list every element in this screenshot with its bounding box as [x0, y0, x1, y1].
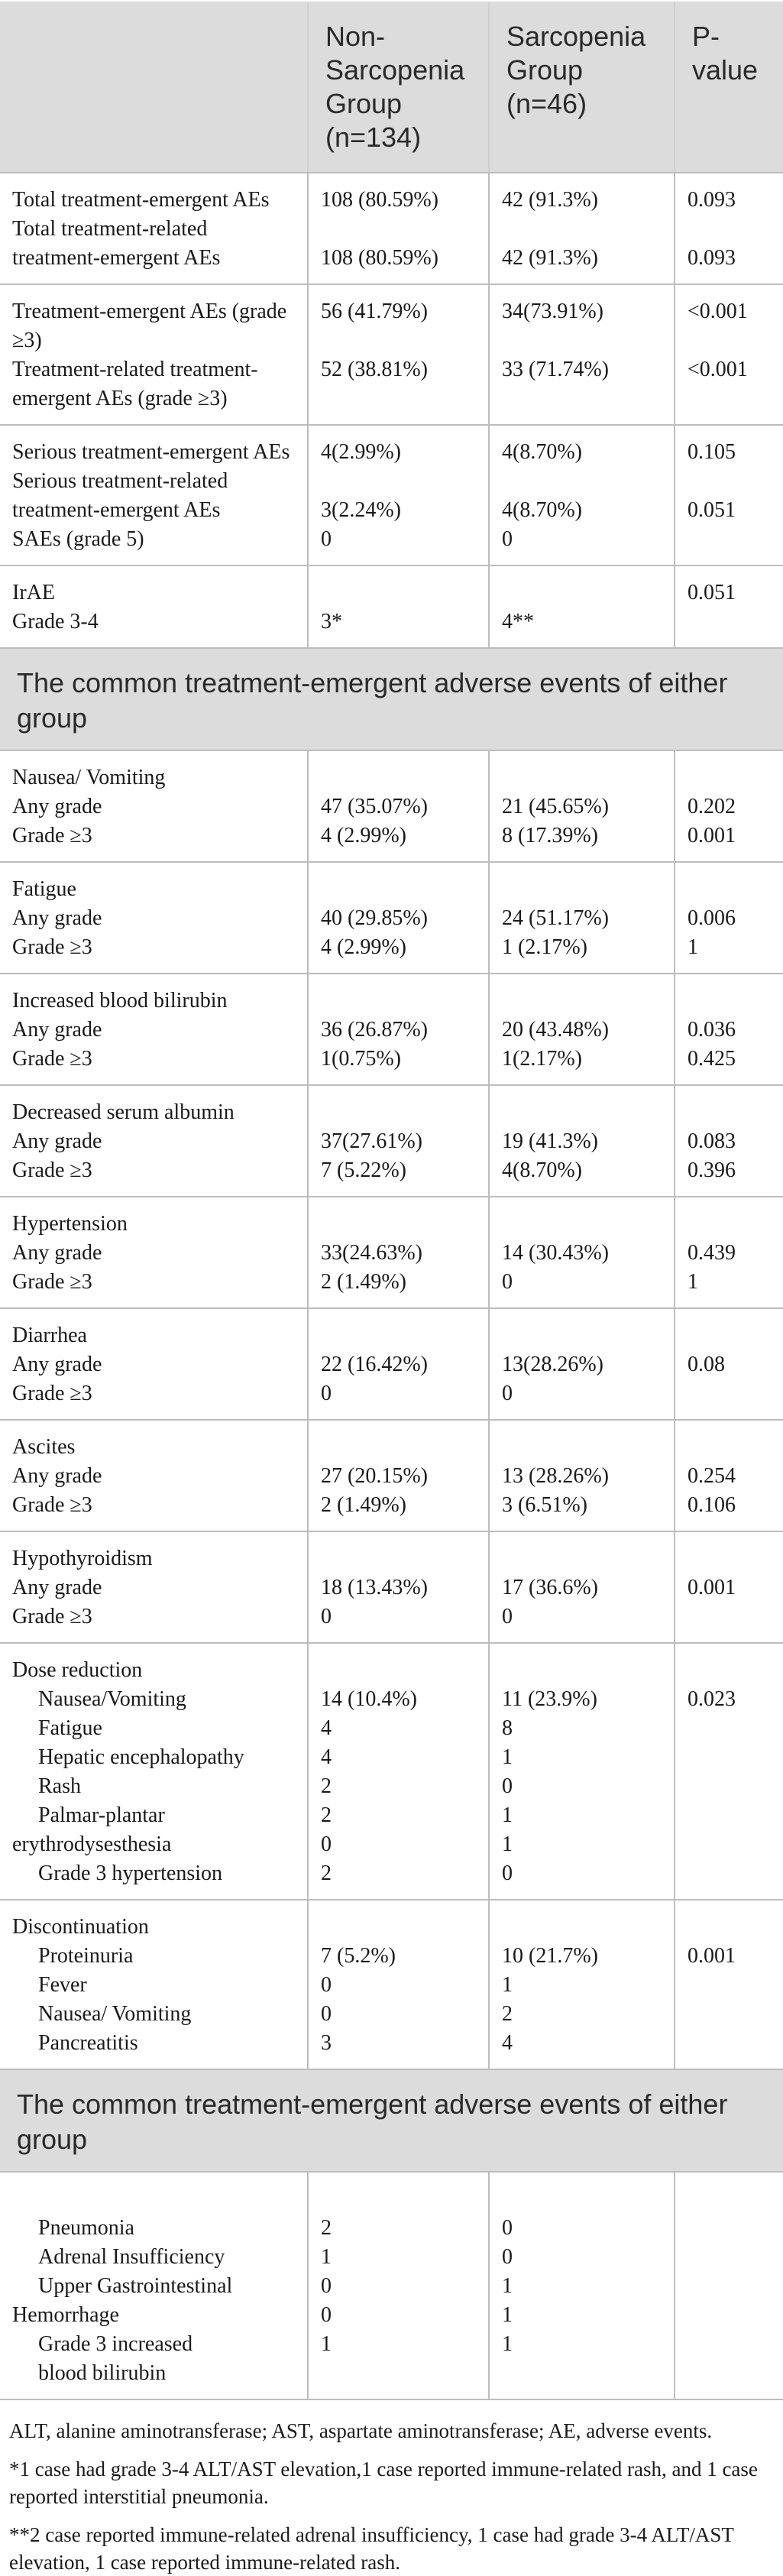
cell-value: <0.001 — [688, 358, 748, 381]
cell-value: 8 (17.39%) — [502, 824, 598, 847]
table-row — [0, 425, 783, 565]
cell-sarcopenia — [489, 565, 675, 648]
cell-sarcopenia — [489, 1308, 675, 1420]
section-header-row — [0, 648, 783, 750]
row-label: Nausea/ Vomiting — [38, 2002, 192, 2026]
table-row — [0, 1420, 783, 1531]
header-cell-sarcopenia: Sarcopenia Group (n=46) — [489, 2, 675, 173]
cell-value — [502, 1544, 663, 1573]
cell-value: 0 — [502, 527, 513, 551]
cell-value — [502, 2185, 663, 2214]
cell-value: 2 (1.49%) — [321, 1270, 406, 1294]
cell-value: 108 (80.59%) — [321, 246, 438, 270]
row-label: Any grade — [12, 1464, 102, 1488]
cell-value — [688, 1544, 772, 1573]
cell-value: 1(0.75%) — [321, 1047, 401, 1071]
cell-value: <0.001 — [688, 300, 748, 323]
cell-value: 13(28.26%) — [502, 1353, 603, 1376]
cell-value — [321, 215, 477, 244]
cell-value: 33 (71.74%) — [502, 358, 609, 381]
cell-sarcopenia — [489, 2172, 675, 2399]
cell-p-value — [675, 1420, 783, 1531]
cell-value: 0.083 — [688, 1129, 736, 1153]
cell-value: 4 (2.99%) — [321, 935, 406, 959]
cell-sarcopenia — [489, 862, 675, 974]
cell-value — [321, 1210, 477, 1239]
cell-value: 1 — [502, 2332, 513, 2356]
cell-p-value — [675, 862, 783, 974]
cell-value: 2 — [321, 1774, 332, 1798]
row-label: Grade ≥3 — [12, 1605, 92, 1628]
cell-value: 0.105 — [688, 440, 736, 464]
cell-non-sarcopenia — [308, 974, 489, 1085]
cell-value: 0 — [321, 2274, 332, 2298]
cell-sarcopenia — [489, 1531, 675, 1643]
row-label: Discontinuation — [12, 1915, 149, 1939]
cell-value: 108 (80.59%) — [321, 188, 438, 212]
cell-value: 0 — [321, 1973, 332, 1997]
cell-value: 42 (91.3%) — [502, 246, 598, 270]
cell-value: 0.202 — [688, 795, 736, 818]
cell-non-sarcopenia — [308, 2172, 489, 2399]
cell-value: 1 — [502, 2303, 513, 2327]
cell-value: 0 — [321, 1605, 332, 1628]
cell-p-value — [675, 1197, 783, 1308]
cell-value: 0.001 — [688, 1944, 736, 1968]
cell-label — [0, 1085, 308, 1197]
cell-value: 0.254 — [688, 1464, 736, 1488]
cell-value: 2 — [502, 2002, 513, 2026]
row-label: Grade ≥3 — [12, 935, 92, 959]
cell-label — [0, 2172, 308, 2399]
cell-value — [321, 763, 477, 792]
cell-value: 4(2.99%) — [321, 440, 401, 464]
cell-value — [321, 1098, 477, 1127]
table-footnotes — [0, 2417, 783, 2576]
cell-value: 2 — [321, 1862, 332, 1885]
cell-label — [0, 974, 308, 1085]
cell-label — [0, 1308, 308, 1420]
cell-value: 0 — [321, 2002, 332, 2026]
cell-value: 0 — [321, 1382, 332, 1405]
cell-value: 21 (45.65%) — [502, 795, 609, 818]
table-row — [0, 1085, 783, 1197]
cell-value: 1 — [321, 2245, 332, 2269]
cell-p-value — [675, 974, 783, 1085]
cell-value: 0.093 — [688, 246, 736, 270]
row-label: Hemorrhage — [12, 2303, 119, 2327]
row-label: Total treatment-related treatment-emergent AEs — [12, 217, 221, 270]
cell-value: 0.051 — [688, 498, 736, 522]
cell-non-sarcopenia — [308, 284, 489, 425]
cell-p-value — [675, 1643, 783, 1900]
cell-value: 4 (2.99%) — [321, 824, 406, 847]
adverse-events-table — [0, 2, 783, 2400]
row-label: Increased blood bilirubin — [12, 989, 228, 1013]
row-label: Hypothyroidism — [12, 1547, 153, 1570]
row-label: Fever — [38, 1973, 87, 1997]
table-row — [0, 862, 783, 974]
row-label: Fatigue — [38, 1716, 102, 1740]
cell-label — [0, 284, 308, 425]
cell-label — [0, 1900, 308, 2069]
cell-value: 0.439 — [688, 1241, 736, 1265]
cell-value: 52 (38.81%) — [321, 358, 428, 381]
cell-non-sarcopenia — [308, 1900, 489, 2069]
cell-value — [688, 1433, 772, 1462]
cell-value: 0.093 — [688, 188, 736, 212]
cell-value — [688, 1098, 772, 1127]
table-row — [0, 2172, 783, 2399]
cell-value: 4(8.70%) — [502, 440, 582, 464]
cell-value: 1 — [688, 935, 698, 959]
cell-value — [502, 1210, 663, 1239]
row-label: Rash — [38, 1774, 81, 1798]
cell-non-sarcopenia — [308, 1643, 489, 1900]
table-row — [0, 173, 783, 284]
header-cell-label — [0, 2, 308, 173]
cell-value: 2 — [321, 2216, 332, 2240]
cell-value: 4(8.70%) — [502, 1158, 582, 1182]
cell-non-sarcopenia — [308, 425, 489, 565]
cell-value: 19 (41.3%) — [502, 1129, 598, 1153]
section-header-cell: The common treatment-emergent adverse events of either group — [0, 648, 783, 750]
row-label: Dose reduction — [12, 1658, 143, 1682]
cell-value: 24 (51.17%) — [502, 906, 609, 930]
row-label: SAEs (grade 5) — [12, 527, 144, 551]
row-label: Grade ≥3 — [12, 824, 92, 847]
row-label: Grade 3-4 — [12, 610, 99, 633]
row-label: blood bilirubin — [38, 2361, 167, 2385]
row-label — [12, 2185, 296, 2214]
cell-p-value — [675, 1900, 783, 2069]
cell-value: 0.036 — [688, 1018, 736, 1042]
cell-value: 11 (23.9%) — [502, 1687, 597, 1711]
row-label: Treatment-related treatment-emergent AEs (grade ≥3) — [12, 358, 258, 410]
cell-label — [0, 1531, 308, 1643]
cell-value — [321, 467, 477, 496]
row-label: Proteinuria — [38, 1944, 134, 1968]
row-label: Grade ≥3 — [12, 1158, 92, 1182]
cell-label — [0, 1420, 308, 1531]
cell-value: 36 (26.87%) — [321, 1018, 428, 1042]
cell-non-sarcopenia — [308, 173, 489, 284]
row-label: Grade ≥3 — [12, 1382, 92, 1405]
cell-value — [502, 987, 663, 1016]
cell-value: 0.425 — [688, 1047, 736, 1071]
row-label: Upper Gastrointestinal — [38, 2274, 233, 2298]
cell-value: 4 — [321, 1745, 332, 1769]
cell-value: 4(8.70%) — [502, 498, 582, 522]
cell-value: 13 (28.26%) — [502, 1464, 609, 1488]
row-label: Total treatment-emergent AEs — [12, 188, 270, 212]
cell-sarcopenia — [489, 173, 675, 284]
cell-value: 34(73.91%) — [502, 300, 603, 323]
cell-value: 4 — [502, 2031, 513, 2055]
table-body — [0, 173, 783, 2399]
cell-value: 20 (43.48%) — [502, 1018, 609, 1042]
cell-value — [502, 1321, 663, 1350]
cell-value: 1 (2.17%) — [502, 935, 587, 959]
row-label: Grade 3 increased — [38, 2332, 193, 2356]
cell-value — [688, 1913, 772, 1942]
cell-value: 4** — [502, 610, 534, 633]
cell-p-value — [675, 284, 783, 425]
cell-label — [0, 565, 308, 648]
cell-value: 1 — [502, 1745, 513, 1769]
cell-value — [321, 326, 477, 355]
cell-p-value — [675, 565, 783, 648]
row-label: Diarrhea — [12, 1324, 87, 1347]
table-row — [0, 565, 783, 648]
cell-value: 14 (10.4%) — [321, 1687, 417, 1711]
cell-non-sarcopenia — [308, 1531, 489, 1643]
cell-value — [321, 1321, 477, 1350]
row-label: IrAE — [12, 581, 55, 604]
cell-value: 1 — [502, 1803, 513, 1827]
cell-non-sarcopenia — [308, 1420, 489, 1531]
cell-sarcopenia — [489, 284, 675, 425]
cell-value: 8 — [502, 1716, 513, 1740]
cell-value — [502, 1098, 663, 1127]
table-row — [0, 1900, 783, 2069]
cell-value: 1(2.17%) — [502, 1047, 582, 1071]
cell-value — [502, 763, 663, 792]
table-row — [0, 1531, 783, 1643]
row-label: erythrodysesthesia — [12, 1832, 172, 1856]
cell-value: 3* — [321, 610, 342, 633]
cell-value: 2 (1.49%) — [321, 1493, 406, 1517]
cell-value — [321, 1656, 477, 1685]
footnote: ALT, alanine aminotransferase; AST, aspartate aminotransferase; AE, adverse events. — [9, 2419, 713, 2442]
cell-value: 0 — [502, 1270, 513, 1294]
cell-value — [321, 1433, 477, 1462]
cell-value — [502, 1656, 663, 1685]
cell-value: 0.006 — [688, 906, 736, 930]
row-label: Adrenal Insufficiency — [38, 2245, 225, 2269]
row-label: Grade ≥3 — [12, 1047, 92, 1071]
cell-value: 27 (20.15%) — [321, 1464, 428, 1488]
row-label: Nausea/ Vomiting — [12, 766, 166, 789]
row-label: Any grade — [12, 1129, 102, 1153]
cell-value: 33(24.63%) — [321, 1241, 422, 1265]
cell-non-sarcopenia — [308, 565, 489, 648]
cell-sarcopenia — [489, 425, 675, 565]
cell-value — [688, 215, 772, 244]
table-row — [0, 1197, 783, 1308]
cell-value: 3(2.24%) — [321, 498, 401, 522]
cell-value: 14 (30.43%) — [502, 1241, 609, 1265]
cell-label — [0, 1643, 308, 1900]
cell-value — [688, 1210, 772, 1239]
row-label: Fatigue — [12, 877, 76, 901]
row-label: Decreased serum albumin — [12, 1100, 235, 1124]
cell-value — [688, 326, 772, 355]
cell-value: 0.023 — [688, 1687, 736, 1711]
cell-sarcopenia — [489, 1197, 675, 1308]
row-label: Hepatic encephalopathy — [38, 1745, 244, 1769]
cell-sarcopenia — [489, 1085, 675, 1197]
cell-value — [502, 875, 663, 904]
cell-value: 0 — [502, 1605, 513, 1628]
cell-non-sarcopenia — [308, 1085, 489, 1197]
cell-value — [688, 467, 772, 496]
cell-value: 0 — [502, 2216, 513, 2240]
cell-sarcopenia — [489, 1900, 675, 2069]
cell-value: 0 — [321, 527, 332, 551]
cell-value: 0 — [502, 1774, 513, 1798]
cell-value: 22 (16.42%) — [321, 1353, 428, 1376]
cell-sarcopenia — [489, 1420, 675, 1531]
cell-value: 0.106 — [688, 1493, 736, 1517]
cell-p-value — [675, 425, 783, 565]
cell-sarcopenia — [489, 750, 675, 862]
table-header-row — [0, 2, 783, 173]
cell-value: 2 — [321, 1803, 332, 1827]
cell-p-value — [675, 1308, 783, 1420]
cell-value: 0.051 — [688, 581, 736, 604]
cell-p-value — [675, 1085, 783, 1197]
row-label: Pneumonia — [38, 2216, 134, 2240]
cell-value — [321, 1544, 477, 1573]
row-label: Palmar-plantar — [38, 1803, 165, 1827]
row-label: Any grade — [12, 906, 102, 930]
cell-value: 10 (21.7%) — [502, 1944, 598, 1968]
cell-value: 7 (5.22%) — [321, 1158, 406, 1182]
cell-value: 1 — [502, 1973, 513, 1997]
cell-value: 0 — [502, 2245, 513, 2269]
section-header-cell: The common treatment-emergent adverse events of either group — [0, 2069, 783, 2172]
cell-value: 1 — [688, 1270, 698, 1294]
row-label: Treatment-emergent AEs (grade ≥3) — [12, 300, 287, 352]
cell-value: 0 — [502, 1862, 513, 1885]
row-label: Pancreatitis — [38, 2031, 138, 2055]
cell-value — [502, 467, 663, 496]
row-label: Grade ≥3 — [12, 1493, 92, 1517]
cell-p-value — [675, 750, 783, 862]
cell-non-sarcopenia — [308, 862, 489, 974]
table-row — [0, 750, 783, 862]
cell-sarcopenia — [489, 974, 675, 1085]
cell-value — [688, 1656, 772, 1685]
cell-value: 0.08 — [688, 1353, 725, 1376]
cell-value — [502, 215, 663, 244]
cell-value — [321, 578, 477, 608]
table-row — [0, 974, 783, 1085]
cell-value: 3 (6.51%) — [502, 1493, 587, 1517]
table-row — [0, 1643, 783, 1900]
cell-label — [0, 425, 308, 565]
row-label: Ascites — [12, 1435, 76, 1459]
section-header-row — [0, 2069, 783, 2172]
cell-value — [321, 1913, 477, 1942]
cell-label — [0, 173, 308, 284]
cell-value: 7 (5.2%) — [321, 1944, 396, 1968]
row-label: Any grade — [12, 1018, 102, 1042]
cell-label — [0, 1197, 308, 1308]
cell-value: 1 — [502, 2274, 513, 2298]
row-label: Any grade — [12, 1353, 102, 1376]
cell-non-sarcopenia — [308, 1308, 489, 1420]
cell-sarcopenia — [489, 1643, 675, 1900]
cell-value: 1 — [321, 2332, 332, 2356]
cell-p-value — [675, 1531, 783, 1643]
header-cell-p-value: P-value — [675, 2, 783, 173]
cell-value — [321, 2185, 477, 2214]
cell-p-value — [675, 173, 783, 284]
cell-value: 40 (29.85%) — [321, 906, 428, 930]
cell-value: 18 (13.43%) — [321, 1576, 428, 1599]
cell-value: 0.001 — [688, 1576, 736, 1599]
cell-value: 0 — [502, 1382, 513, 1405]
cell-value: 17 (36.6%) — [502, 1576, 598, 1599]
cell-value — [502, 1433, 663, 1462]
cell-value: 56 (41.79%) — [321, 300, 428, 323]
cell-value — [321, 987, 477, 1016]
row-label: Nausea/Vomiting — [38, 1687, 186, 1711]
cell-value — [688, 763, 772, 792]
cell-value: 4 — [321, 1716, 332, 1740]
cell-value: 3 — [321, 2031, 332, 2055]
cell-value: 0 — [321, 2303, 332, 2327]
table-row — [0, 284, 783, 425]
cell-label — [0, 750, 308, 862]
header-cell-non-sarcopenia: Non-Sarcopenia Group (n=134) — [308, 2, 489, 173]
cell-non-sarcopenia — [308, 750, 489, 862]
footnote: **2 case reported immune-related adrenal insufficiency, 1 case had grade 3-4 ALT/AST elevation, 1 case reported immune-related rash. — [9, 2523, 734, 2574]
row-label: Any grade — [12, 1576, 102, 1599]
cell-value: 42 (91.3%) — [502, 188, 598, 212]
cell-value — [502, 326, 663, 355]
cell-value — [321, 875, 477, 904]
table-row — [0, 1308, 783, 1420]
cell-value: 37(27.61%) — [321, 1129, 422, 1153]
cell-value: 0.001 — [688, 824, 736, 847]
row-label: Hypertension — [12, 1212, 128, 1236]
footnote: *1 case had grade 3-4 ALT/AST elevation,1 case reported immune-related rash, and 1 case reported interstitial pneumonia. — [9, 2458, 758, 2508]
cell-value — [688, 875, 772, 904]
cell-non-sarcopenia — [308, 1197, 489, 1308]
cell-label — [0, 862, 308, 974]
cell-value — [688, 1321, 772, 1350]
row-label: Serious treatment-emergent AEs — [12, 440, 290, 464]
cell-value: 1 — [502, 1832, 513, 1856]
cell-value — [688, 987, 772, 1016]
row-label: Grade ≥3 — [12, 1270, 92, 1294]
row-label: Serious treatment-related treatment-emergent AEs — [12, 469, 228, 522]
cell-p-value — [675, 2172, 783, 2399]
cell-value: 47 (35.07%) — [321, 795, 428, 818]
cell-value — [502, 1913, 663, 1942]
cell-value — [502, 578, 663, 608]
cell-value: 0.396 — [688, 1158, 736, 1182]
row-label: Any grade — [12, 1241, 102, 1265]
cell-value: 0 — [321, 1832, 332, 1856]
row-label: Any grade — [12, 795, 102, 818]
row-label: Grade 3 hypertension — [38, 1862, 223, 1885]
